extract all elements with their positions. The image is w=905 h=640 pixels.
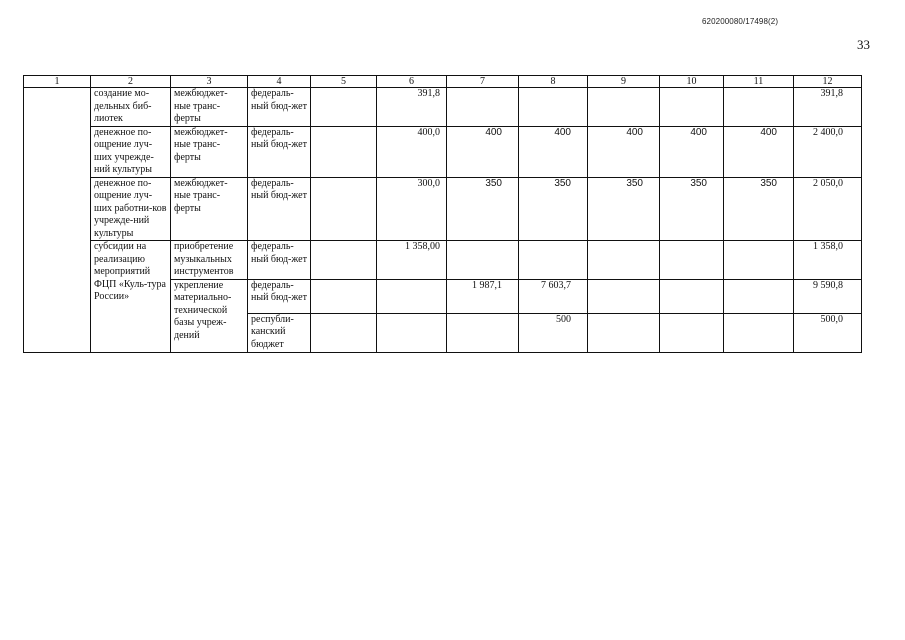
value-cell: 1 987,1: [447, 279, 519, 313]
value-cell: [311, 126, 377, 177]
value-cell: [377, 279, 447, 313]
value-cell: 1 358,00: [377, 241, 447, 280]
value-cell: 400: [588, 126, 660, 177]
value-cell: 300,0: [377, 177, 447, 241]
value-cell: 350: [660, 177, 724, 241]
value-cell: 400: [660, 126, 724, 177]
column-header: 4: [248, 76, 311, 88]
value-cell: 400,0: [377, 126, 447, 177]
value-cell: [724, 313, 794, 352]
funding-source-cell: федераль-ный бюд-жет: [248, 241, 311, 280]
funding-source-cell: федераль-ный бюд-жет: [248, 177, 311, 241]
column-header: 3: [171, 76, 248, 88]
column-header: 7: [447, 76, 519, 88]
table-row: [24, 241, 862, 280]
column-header: 6: [377, 76, 447, 88]
value-cell: [447, 241, 519, 280]
value-cell: [660, 241, 724, 280]
value-cell: [311, 279, 377, 313]
activity-cell: денежное по-ощрение луч-ших учрежде-ний культуры: [91, 126, 171, 177]
total-cell: 500,0: [794, 313, 862, 352]
value-cell: [311, 177, 377, 241]
value-cell: [660, 279, 724, 313]
value-cell: [519, 241, 588, 280]
table-row: [24, 88, 862, 127]
activity-cell: субсидии на реализацию мероприятий ФЦП «Куль-тура России»: [91, 241, 171, 353]
value-cell: [588, 313, 660, 352]
total-cell: 2 050,0: [794, 177, 862, 241]
value-cell: [447, 88, 519, 127]
funding-source-cell: федераль-ный бюд-жет: [248, 126, 311, 177]
value-cell: 350: [724, 177, 794, 241]
value-cell: [588, 88, 660, 127]
transfer-type-cell: межбюджет-ные транс-ферты: [171, 88, 248, 127]
value-cell: [447, 313, 519, 352]
value-cell: 350: [447, 177, 519, 241]
value-cell: 500: [519, 313, 588, 352]
table-row: [24, 126, 862, 177]
value-cell: [724, 241, 794, 280]
value-cell: [724, 279, 794, 313]
value-cell: [588, 241, 660, 280]
value-cell: [377, 313, 447, 352]
column-header: 5: [311, 76, 377, 88]
funding-source-cell: республи-канский бюджет: [248, 313, 311, 352]
activity-cell: создание мо-дельных биб-лиотек: [91, 88, 171, 127]
value-cell: 7 603,7: [519, 279, 588, 313]
empty-cell: [24, 88, 91, 353]
value-cell: [588, 279, 660, 313]
column-header: 9: [588, 76, 660, 88]
total-cell: 1 358,0: [794, 241, 862, 280]
funding-source-cell: федераль-ный бюд-жет: [248, 279, 311, 313]
value-cell: [660, 88, 724, 127]
transfer-type-cell: укрепление материально-технической базы учреж-дений: [171, 279, 248, 352]
column-header: 12: [794, 76, 862, 88]
value-cell: 350: [519, 177, 588, 241]
value-cell: 350: [588, 177, 660, 241]
total-cell: 2 400,0: [794, 126, 862, 177]
value-cell: [311, 88, 377, 127]
column-header-row: [24, 76, 862, 88]
document-code: 620200080/17498(2): [702, 17, 779, 26]
column-header: 8: [519, 76, 588, 88]
funding-source-cell: федераль-ный бюд-жет: [248, 88, 311, 127]
value-cell: [724, 88, 794, 127]
value-cell: [311, 241, 377, 280]
column-header: 2: [91, 76, 171, 88]
value-cell: 391,8: [377, 88, 447, 127]
value-cell: 400: [519, 126, 588, 177]
value-cell: 400: [724, 126, 794, 177]
total-cell: 9 590,8: [794, 279, 862, 313]
value-cell: 400: [447, 126, 519, 177]
page-number: 33: [857, 37, 870, 52]
column-header: 10: [660, 76, 724, 88]
total-cell: 391,8: [794, 88, 862, 127]
activity-cell: денежное по-ощрение луч-ших работни-ков учрежде-ний культуры: [91, 177, 171, 241]
column-header: 1: [24, 76, 91, 88]
table-row: [24, 177, 862, 241]
budget-table: [23, 75, 862, 353]
transfer-type-cell: приобретение музыкальных инструментов: [171, 241, 248, 280]
value-cell: [660, 313, 724, 352]
transfer-type-cell: межбюджет-ные транс-ферты: [171, 126, 248, 177]
value-cell: [519, 88, 588, 127]
column-header: 11: [724, 76, 794, 88]
value-cell: [311, 313, 377, 352]
transfer-type-cell: межбюджет-ные транс-ферты: [171, 177, 248, 241]
